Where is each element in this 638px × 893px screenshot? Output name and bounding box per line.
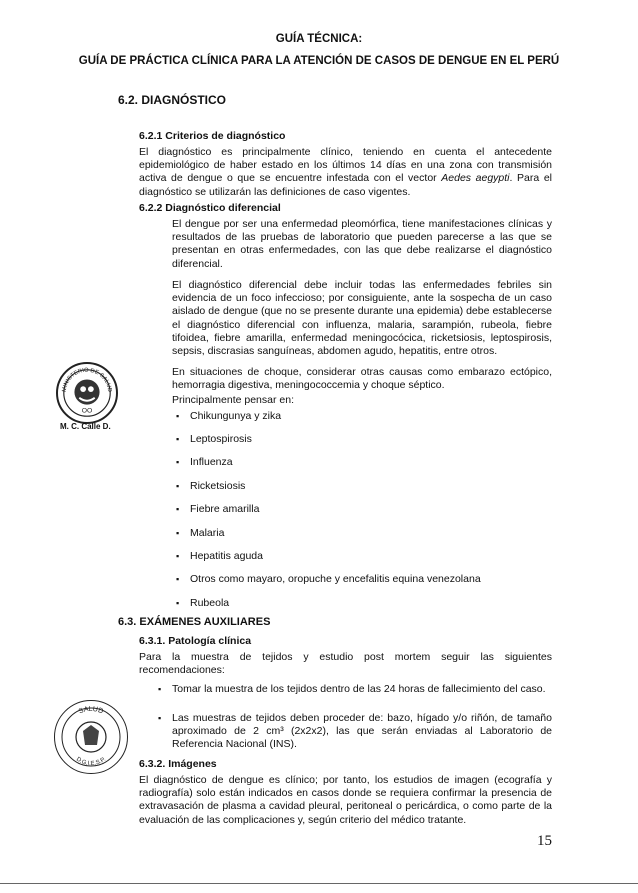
paragraph-6-2-2-c: En situaciones de choque, considerar otras causas como embarazo ectópico, hemorragia digestiva, meningococcemia y choque séptico. <box>172 366 552 392</box>
list-item: ▪ Otros como mayaro, oropuche y encefalitis equina venezolana <box>190 573 481 586</box>
section-heading-6-2: 6.2. DIAGNÓSTICO <box>118 93 227 107</box>
list-item: ▪ Hepatitis aguda <box>190 550 263 563</box>
paragraph-6-2-2-b: El diagnóstico diferencial debe incluir todas las enfermedades febriles sin evidencia de un foco infeccioso; por consiguiente, ante la sospecha de un caso aislado de dengue (que no se presente durante una epidemia) debe establecerse el diagnóstico diferencial con influenza, malaria, sarampión, rubeola, fiebre tifoidea, fiebre amarilla, enfermedad meningocócica, ricketsiosis, leptospirosis, sepsis, discrasias sanguíneas, abdomen agudo, hepatitis, entre otros. <box>172 279 552 358</box>
svg-text:SALUD: SALUD <box>77 705 105 716</box>
seal-emblem-icon <box>55 701 127 773</box>
list-item: ▪ Fiebre amarilla <box>190 503 259 516</box>
page-number: 15 <box>537 833 552 849</box>
paragraph-6-3-1: Para la muestra de tejidos y estudio post mortem seguir las siguientes recomendaciones: <box>139 651 552 677</box>
list-item: ▪ Rubeola <box>190 597 229 610</box>
paragraph-6-3-2: El diagnóstico de dengue es clínico; por tanto, los estudios de imagen (ecografía y radiografía) solo están indicados en casos donde se requiera confirmar la presencia de extravasación de plasma a cavidad pleural, peritoneal o pericárdica, o como parte de la evaluación de las complicaciones y, según criterio del médico tratante. <box>139 774 552 826</box>
footer-divider <box>0 883 638 884</box>
section-heading-6-3: 6.3. EXÁMENES AUXILIARES <box>118 616 271 628</box>
ministry-seal-stamp <box>56 362 118 424</box>
paragraph-6-2-2-a: El dengue por ser una enfermedad pleomórfica, tiene manifestaciones clínicas y resultados de las pruebas de laboratorio que pueden parecerse a las que se presentan en otras enfermedades, con las que debe realizarse el diagnóstico diferencial. <box>172 218 552 270</box>
subsection-heading-6-2-1: 6.2.1 Criterios de diagnóstico <box>139 130 286 142</box>
stamp-signature-label: M. C. Calle D. <box>60 422 111 431</box>
subsection-heading-6-3-2: 6.3.2. Imágenes <box>139 758 217 770</box>
list-item: ▪ Chikungunya y zika <box>190 410 281 423</box>
health-seal-stamp <box>54 700 128 774</box>
list-item: ▪ Ricketsiosis <box>190 480 245 493</box>
seal-emblem-icon <box>58 364 116 422</box>
document-subtitle: GUÍA DE PRÁCTICA CLÍNICA PARA LA ATENCIÓN DE CASOS DE DENGUE EN EL PERÚ <box>78 55 560 67</box>
subsection-heading-6-3-1: 6.3.1. Patología clínica <box>139 635 252 647</box>
svg-text:MINISTERIO DE SALUD: MINISTERIO DE SALUD <box>61 367 113 393</box>
list-item: ▪ Influenza <box>190 456 233 469</box>
paragraph-6-2-1: El diagnóstico es principalmente clínico, teniendo en cuenta el antecedente epidemiológico de haber estado en los últimos 14 días en una zona con transmisión activa de dengue o que se encuentre infestada con el vector Aedes aegypti. Para el diagnóstico se utilizarán las definiciones de caso vigentes. <box>139 146 552 198</box>
subsection-heading-6-2-2: 6.2.2 Diagnóstico diferencial <box>139 202 281 214</box>
document-title: GUÍA TÉCNICA: <box>275 33 363 45</box>
svg-text:D.G.I.E.S.P.: D.G.I.E.S.P. <box>74 756 108 768</box>
list-item: ▪ Leptospirosis <box>190 433 252 446</box>
list-item: ▪ Las muestras de tejidos deben proceder de: bazo, hígado y/o riñón, de tamaño aproximado de 2 cm³ (2x2x2), las que serán enviadas al Laboratorio de Referencia Nacional (INS). <box>172 712 552 751</box>
list-item: ▪ Tomar la muestra de los tejidos dentro de las 24 horas de fallecimiento del caso. <box>172 683 552 696</box>
list-item: ▪ Malaria <box>190 527 224 540</box>
paragraph-6-2-2-d: Principalmente pensar en: <box>172 394 294 406</box>
svg-text:OO: OO <box>81 407 93 415</box>
